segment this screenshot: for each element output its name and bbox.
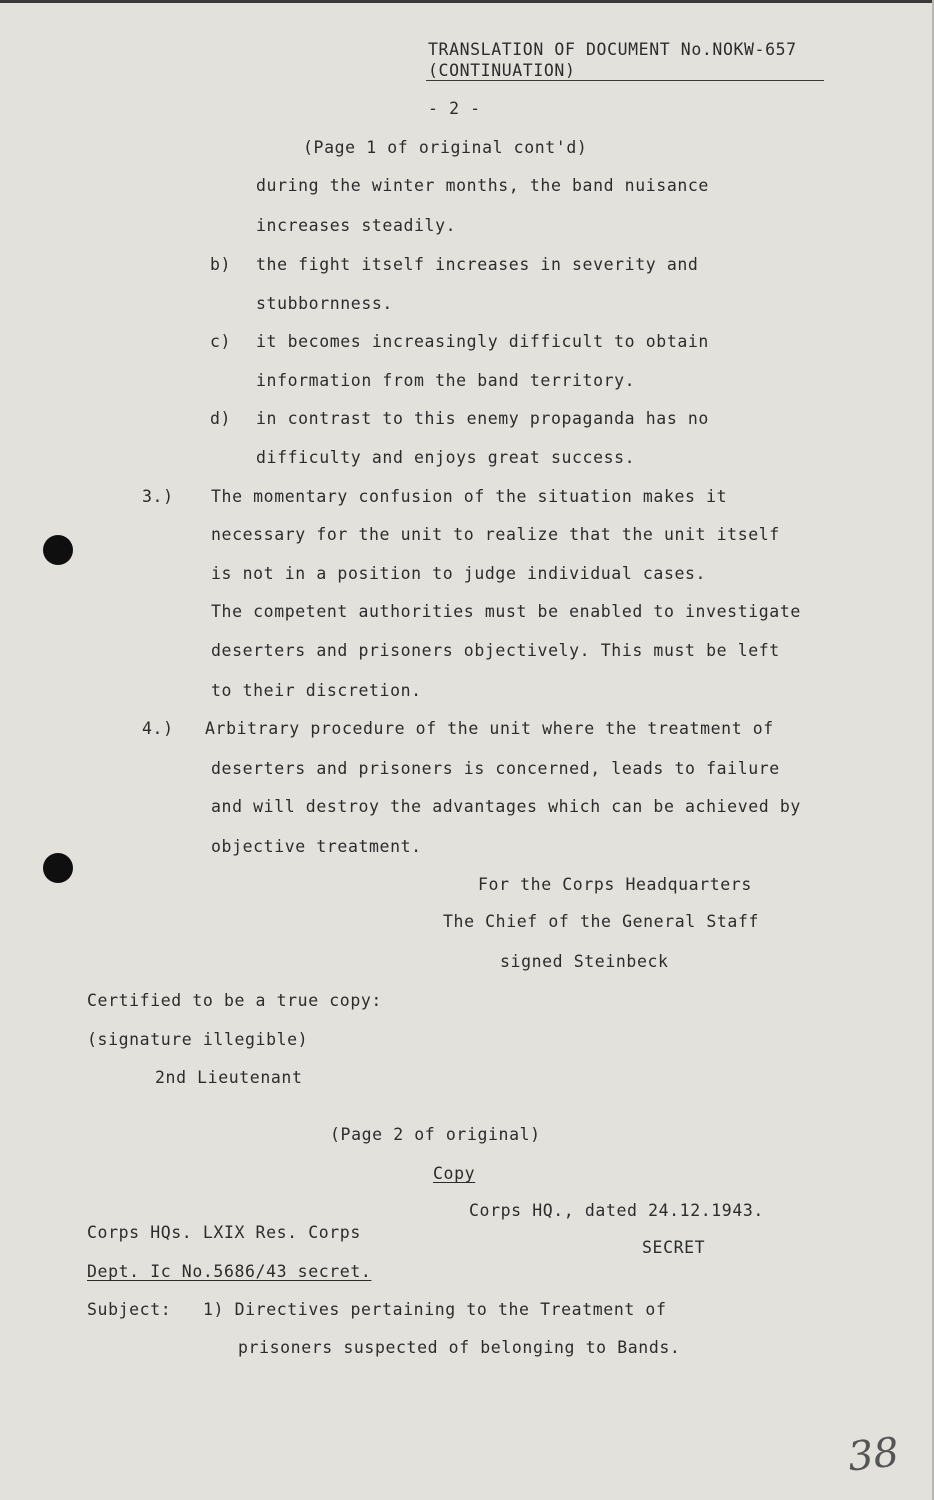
document-title: TRANSLATION OF DOCUMENT No.NOKW-657 bbox=[428, 40, 797, 59]
dept-line: Dept. Ic No.5686/43 secret. bbox=[87, 1262, 372, 1281]
item-d-line-2: difficulty and enjoys great success. bbox=[256, 448, 636, 467]
paragraph-4-line-4: objective treatment. bbox=[211, 837, 422, 856]
paragraph-3-line-2: necessary for the unit to realize that the unit itself bbox=[211, 525, 780, 544]
signature-line-2: The Chief of the General Staff bbox=[443, 912, 760, 931]
item-b-line-2: stubbornness. bbox=[256, 294, 393, 313]
dated-line: Corps HQ., dated 24.12.1943. bbox=[469, 1201, 764, 1220]
paragraph-4-line-2: deserters and prisoners is concerned, leads to failure bbox=[211, 759, 780, 778]
scan-top-edge bbox=[0, 0, 934, 3]
original-page-note: (Page 1 of original cont'd) bbox=[303, 138, 588, 157]
item-c-line-1: it becomes increasingly difficult to obtain bbox=[256, 332, 709, 351]
copy-heading: Copy bbox=[433, 1164, 476, 1183]
signature-line-1: For the Corps Headquarters bbox=[478, 875, 752, 894]
page-number: - 2 - bbox=[428, 99, 481, 118]
punch-hole-bottom bbox=[43, 853, 73, 883]
continuation-label: (CONTINUATION) bbox=[428, 61, 576, 80]
item-b-label: b) bbox=[210, 255, 232, 274]
item-a-line-1: during the winter months, the band nuisance bbox=[256, 176, 709, 195]
item-c-label: c) bbox=[210, 332, 232, 351]
paragraph-4-line-3: and will destroy the advantages which can be achieved by bbox=[211, 797, 801, 816]
paragraph-3-line-3: is not in a position to judge individual cases. bbox=[211, 564, 707, 583]
page-2-note: (Page 2 of original) bbox=[330, 1125, 541, 1144]
paragraph-3-label: 3.) bbox=[142, 487, 174, 506]
certification-line-2: (signature illegible) bbox=[87, 1030, 309, 1049]
handwritten-page-number: 38 bbox=[845, 1429, 902, 1481]
paragraph-3-line-5: deserters and prisoners objectively. This must be left bbox=[211, 641, 780, 660]
certification-line-3: 2nd Lieutenant bbox=[155, 1068, 303, 1087]
subject-line-2: prisoners suspected of belonging to Bands. bbox=[238, 1338, 681, 1357]
from-line: Corps HQs. LXIX Res. Corps bbox=[87, 1223, 361, 1242]
punch-hole-top bbox=[43, 535, 73, 565]
signature-line-3: signed Steinbeck bbox=[500, 952, 669, 971]
paragraph-3-line-1: The momentary confusion of the situation makes it bbox=[211, 487, 728, 506]
subject-line-1: 1) Directives pertaining to the Treatment of bbox=[203, 1300, 667, 1319]
paragraph-3-line-6: to their discretion. bbox=[211, 681, 422, 700]
secret-label: SECRET bbox=[642, 1238, 706, 1257]
subject-label: Subject: bbox=[87, 1300, 172, 1319]
item-d-line-1: in contrast to this enemy propaganda has no bbox=[256, 409, 709, 428]
item-a-line-2: increases steadily. bbox=[256, 216, 457, 235]
item-d-label: d) bbox=[210, 409, 232, 428]
item-c-line-2: information from the band territory. bbox=[256, 371, 636, 390]
certification-line-1: Certified to be a true copy: bbox=[87, 991, 382, 1010]
header-underline bbox=[426, 80, 824, 81]
paragraph-3-line-4: The competent authorities must be enabled to investigate bbox=[211, 602, 801, 621]
paragraph-4-label: 4.) bbox=[142, 719, 174, 738]
item-b-line-1: the fight itself increases in severity and bbox=[256, 255, 699, 274]
paragraph-4-line-1: Arbitrary procedure of the unit where the treatment of bbox=[205, 719, 774, 738]
